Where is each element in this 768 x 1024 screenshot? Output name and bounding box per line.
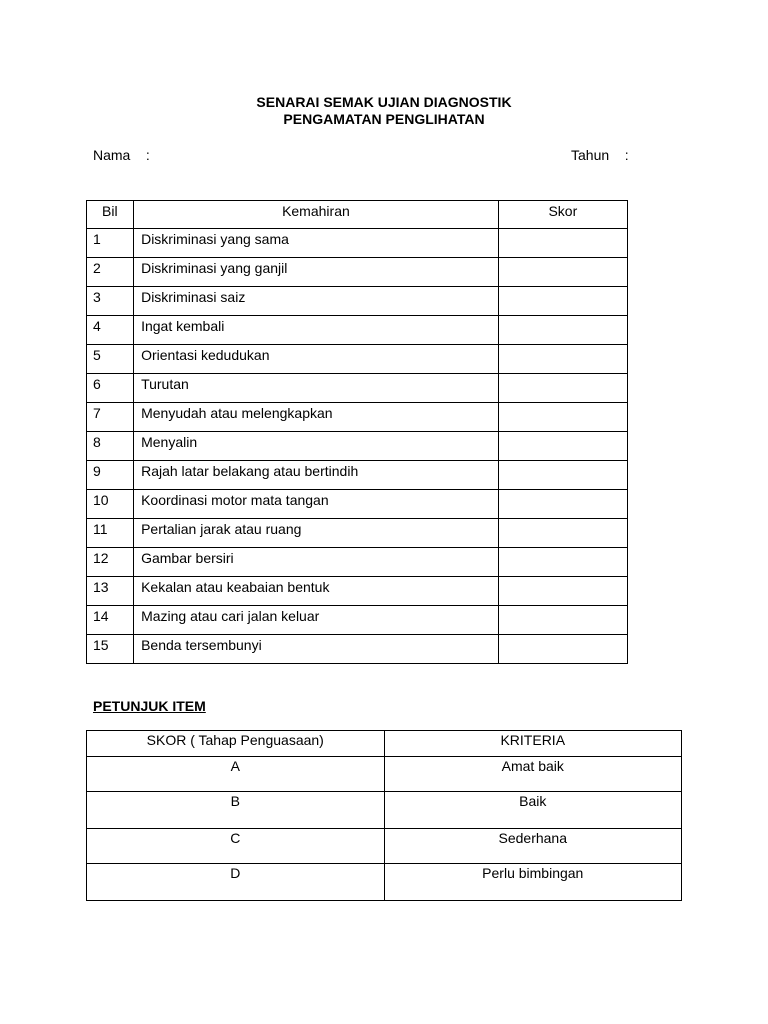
table-row xyxy=(87,287,628,316)
row-score-cell[interactable] xyxy=(498,519,627,548)
row-skill: Ingat kembali xyxy=(134,316,499,345)
row-number: 10 xyxy=(87,490,134,519)
table-row xyxy=(87,432,628,461)
header-kriteria: KRITERIA xyxy=(384,731,681,757)
row-score-cell[interactable] xyxy=(498,258,627,287)
row-skill: Mazing atau cari jalan keluar xyxy=(134,606,499,635)
row-score-cell[interactable] xyxy=(498,490,627,519)
row-skill: Pertalian jarak atau ruang xyxy=(134,519,499,548)
row-skill: Turutan xyxy=(134,374,499,403)
row-skill: Menyalin xyxy=(134,432,499,461)
criteria-score: A xyxy=(87,757,385,792)
row-number: 2 xyxy=(87,258,134,287)
header-kemahiran: Kemahiran xyxy=(134,201,499,229)
table-row xyxy=(87,864,682,901)
table-row xyxy=(87,757,682,792)
row-score-cell[interactable] xyxy=(498,345,627,374)
table-row xyxy=(87,829,682,864)
tahun-label: Tahun : xyxy=(571,147,629,163)
table-row xyxy=(87,316,628,345)
row-number: 6 xyxy=(87,374,134,403)
row-score-cell[interactable] xyxy=(498,577,627,606)
row-score-cell[interactable] xyxy=(498,403,627,432)
criteria-description: Sederhana xyxy=(384,829,681,864)
table-row xyxy=(87,606,628,635)
criteria-description: Baik xyxy=(384,792,681,829)
row-number: 14 xyxy=(87,606,134,635)
criteria-description: Perlu bimbingan xyxy=(384,864,681,901)
petunjuk-heading: PETUNJUK ITEM xyxy=(93,698,206,714)
criteria-table xyxy=(86,730,682,901)
row-number: 3 xyxy=(87,287,134,316)
row-skill: Diskriminasi saiz xyxy=(134,287,499,316)
header-skor: Skor xyxy=(498,201,627,229)
row-skill: Koordinasi motor mata tangan xyxy=(134,490,499,519)
row-number: 1 xyxy=(87,229,134,258)
table-row xyxy=(87,229,628,258)
table-header-row xyxy=(87,201,628,229)
row-score-cell[interactable] xyxy=(498,461,627,490)
row-skill: Diskriminasi yang sama xyxy=(134,229,499,258)
table-row xyxy=(87,635,628,664)
criteria-score: D xyxy=(87,864,385,901)
nama-label: Nama : xyxy=(93,147,150,163)
row-skill: Benda tersembunyi xyxy=(134,635,499,664)
row-score-cell[interactable] xyxy=(498,316,627,345)
row-score-cell[interactable] xyxy=(498,432,627,461)
row-skill: Menyudah atau melengkapkan xyxy=(134,403,499,432)
table-row xyxy=(87,490,628,519)
row-skill: Diskriminasi yang ganjil xyxy=(134,258,499,287)
row-score-cell[interactable] xyxy=(498,374,627,403)
table-row xyxy=(87,461,628,490)
criteria-score: C xyxy=(87,829,385,864)
row-number: 11 xyxy=(87,519,134,548)
header-bil: Bil xyxy=(87,201,134,229)
row-number: 13 xyxy=(87,577,134,606)
row-score-cell[interactable] xyxy=(498,287,627,316)
table-row xyxy=(87,374,628,403)
criteria-score: B xyxy=(87,792,385,829)
table-row xyxy=(87,519,628,548)
row-skill: Kekalan atau keabaian bentuk xyxy=(134,577,499,606)
row-number: 7 xyxy=(87,403,134,432)
table-row xyxy=(87,345,628,374)
table-row xyxy=(87,577,628,606)
row-score-cell[interactable] xyxy=(498,548,627,577)
skills-checklist-table xyxy=(86,200,628,664)
row-number: 8 xyxy=(87,432,134,461)
criteria-description: Amat baik xyxy=(384,757,681,792)
table-row xyxy=(87,258,628,287)
table-row xyxy=(87,548,628,577)
row-score-cell[interactable] xyxy=(498,229,627,258)
row-number: 12 xyxy=(87,548,134,577)
row-number: 5 xyxy=(87,345,134,374)
row-skill: Rajah latar belakang atau bertindih xyxy=(134,461,499,490)
table-row xyxy=(87,792,682,829)
document-title: SENARAI SEMAK UJIAN DIAGNOSTIK xyxy=(256,94,512,110)
row-number: 15 xyxy=(87,635,134,664)
row-skill: Orientasi kedudukan xyxy=(134,345,499,374)
row-number: 9 xyxy=(87,461,134,490)
document-subtitle: PENGAMATAN PENGLIHATAN xyxy=(283,111,485,127)
row-skill: Gambar bersiri xyxy=(134,548,499,577)
row-score-cell[interactable] xyxy=(498,635,627,664)
table-row xyxy=(87,403,628,432)
table-header-row xyxy=(87,731,682,757)
header-skor-tahap: SKOR ( Tahap Penguasaan) xyxy=(87,731,385,757)
row-score-cell[interactable] xyxy=(498,606,627,635)
row-number: 4 xyxy=(87,316,134,345)
